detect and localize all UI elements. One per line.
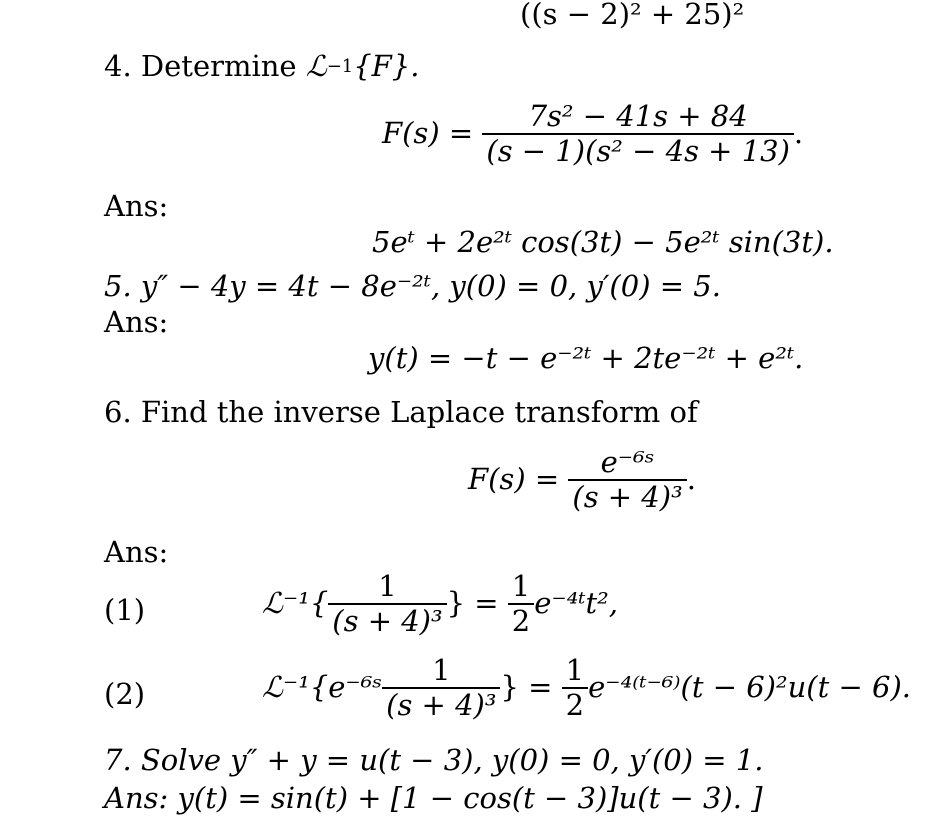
half-fraction — [562, 653, 588, 722]
problem-5-ans-label: Ans: — [104, 305, 169, 339]
fraction — [482, 99, 794, 168]
denominator: (s − 1)(s² − 4s + 13) — [486, 133, 790, 168]
numerator: 1 — [511, 569, 531, 603]
laplace-inverse: ℒ⁻¹{e⁻⁶ˢ — [262, 670, 383, 705]
equals: } = — [446, 586, 499, 621]
denominator: (s + 4)³ — [386, 687, 497, 722]
period: . — [793, 116, 804, 151]
result-expression: e⁻⁴⁽ᵗ⁻⁶⁾(t − 6)²u(t − 6). — [588, 670, 911, 705]
problem-6-ans-label: Ans: — [104, 535, 169, 569]
denominator: (s + 4)³ — [572, 479, 683, 514]
laplace-operator: ℒ — [305, 49, 327, 83]
problem-4-answer: 5eᵗ + 2e²ᵗ cos(3t) − 5e²ᵗ sin(3t). — [372, 225, 834, 259]
numerator: e⁻⁶ˢ — [600, 445, 655, 479]
answer-1-label: (1) — [104, 593, 146, 627]
problem-4-statement: 4. Determine ℒ −1 {F}. — [104, 49, 420, 83]
numerator: 1 — [432, 653, 451, 687]
numerator: 1 — [378, 569, 397, 603]
numerator: 1 — [565, 653, 585, 687]
problem-4-arg: {F}. — [353, 49, 420, 83]
laplace-inverse: ℒ⁻¹{ — [262, 586, 329, 621]
period: . — [686, 462, 696, 497]
fraction — [328, 569, 446, 638]
answer-1-equation — [262, 569, 618, 638]
problem-5-answer: y(t) = −t − e⁻²ᵗ + 2te⁻²ᵗ + e²ᵗ. — [368, 341, 804, 375]
problem-6-statement: 6. Find the inverse Laplace transform of — [104, 395, 698, 429]
problem-7-answer: Ans: y(t) = sin(t) + [1 − cos(t − 3)]u(t − 3). ] — [104, 781, 763, 815]
denominator: 2 — [511, 603, 531, 638]
equals: } = — [500, 670, 553, 705]
denominator: (s + 4)³ — [332, 603, 443, 638]
problem-4-equation — [382, 99, 804, 168]
fraction — [382, 653, 500, 722]
problem-4-ans-label: Ans: — [104, 189, 169, 223]
answer-2-label: (2) — [104, 677, 146, 711]
equation-lhs: F(s) = — [468, 462, 560, 497]
problem-7-statement: 7. Solve y″ + y = u(t − 3), y(0) = 0, y′(0) = 1. — [104, 743, 764, 777]
problem-5-statement: 5. y″ − 4y = 4t − 8e⁻²ᵗ, y(0) = 0, y′(0) = 5. — [104, 269, 721, 303]
fraction — [568, 445, 686, 514]
half-fraction — [508, 569, 534, 638]
problem-4-label: 4. Determine — [104, 49, 297, 83]
numerator: 7s² − 41s + 84 — [528, 99, 748, 133]
denominator: 2 — [565, 687, 585, 722]
answer-2-equation — [262, 653, 911, 722]
equation-lhs: F(s) = — [382, 116, 474, 151]
problem-6-equation — [468, 445, 696, 514]
result-expression: e⁻⁴ᵗt², — [534, 586, 618, 621]
top-fragment: ((s − 2)² + 25)² — [520, 0, 745, 31]
